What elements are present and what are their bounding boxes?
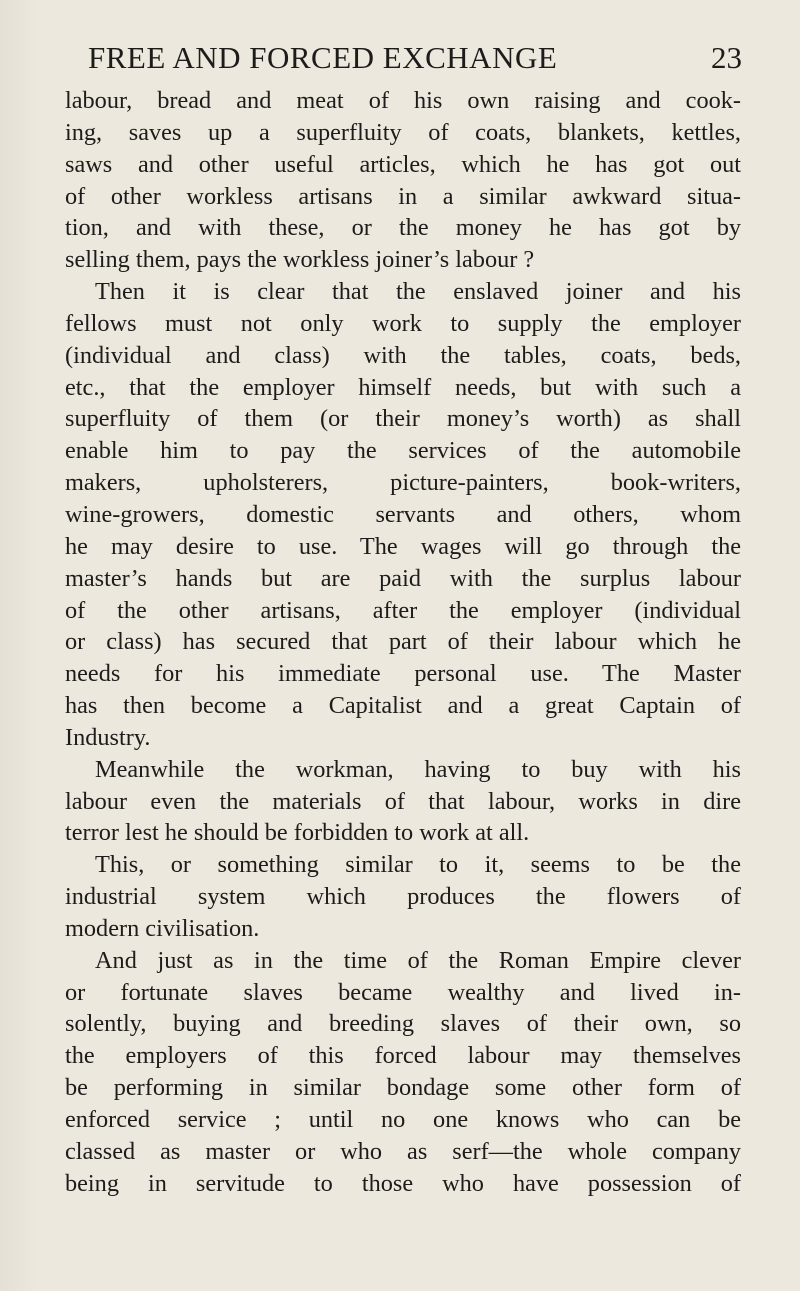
- text-line: he may desire to use. The wages will go through the: [65, 532, 741, 560]
- text-line: the employers of this forced labour may themselves: [65, 1042, 741, 1070]
- text-line: being in servitude to those who have possession of: [65, 1169, 741, 1197]
- text-line: tion, and with these, or the money he has got by: [65, 214, 741, 242]
- text-line: selling them, pays the workless joiner’s labour ?: [65, 246, 535, 274]
- page-number: 23: [711, 40, 742, 75]
- text-line: etc., that the employer himself needs, but with such a: [65, 373, 741, 401]
- text-line: solently, buying and breeding slaves of their own, so: [65, 1010, 741, 1038]
- text-line: classed as master or who as serf—the whole company: [65, 1137, 741, 1165]
- text-line: enforced service ; until no one knows who can be: [65, 1106, 741, 1133]
- text-line: labour, bread and meat of his own raising and cook-: [65, 87, 741, 114]
- text-line: fellows must not only work to supply the employer: [65, 309, 741, 337]
- text-line: Industry.: [65, 723, 151, 751]
- text-line: of the other artisans, after the employer (individual: [65, 596, 741, 624]
- text-line: saws and other useful articles, which he has got out: [65, 150, 741, 178]
- text-line: And just as in the time of the Roman Empire clever: [95, 946, 741, 974]
- text-line: or class) has secured that part of their labour which he: [65, 628, 741, 656]
- text-line: ing, saves up a superfluity of coats, blankets, kettles,: [65, 118, 741, 146]
- text-line: wine-growers, domestic servants and others, whom: [65, 500, 741, 528]
- running-head: [0, 36, 800, 80]
- text-line: labour even the materials of that labour, works in dire: [65, 787, 741, 815]
- text-line: be performing in similar bondage some other form of: [65, 1074, 741, 1102]
- text-line: (individual and class) with the tables, coats, beds,: [65, 341, 741, 369]
- running-head-title: FREE AND FORCED EXCHANGE: [88, 40, 558, 75]
- text-line: industrial system which produces the flowers of: [65, 883, 741, 911]
- text-line: modern civilisation.: [65, 914, 260, 942]
- text-line: of other workless artisans in a similar awkward situa-: [65, 182, 741, 210]
- text-line: master’s hands but are paid with the surplus labour: [65, 564, 741, 592]
- text-line: enable him to pay the services of the automobile: [65, 437, 741, 465]
- text-line: This, or something similar to it, seems to be the: [95, 851, 741, 879]
- text-line: superfluity of them (or their money’s worth) as shall: [65, 405, 741, 433]
- text-line: terror lest he should be forbidden to work at all.: [65, 819, 530, 847]
- text-line: needs for his immediate personal use. The Master: [65, 660, 741, 688]
- text-line: makers, upholsterers, picture-painters, book-writers,: [65, 469, 741, 497]
- text-line: has then become a Capitalist and a great Captain of: [65, 692, 741, 720]
- text-line: Meanwhile the workman, having to buy with his: [95, 755, 741, 783]
- text-line: Then it is clear that the enslaved joiner and his: [95, 278, 741, 306]
- text-line: or fortunate slaves became wealthy and lived in-: [65, 978, 741, 1006]
- body-text: [65, 85, 741, 1200]
